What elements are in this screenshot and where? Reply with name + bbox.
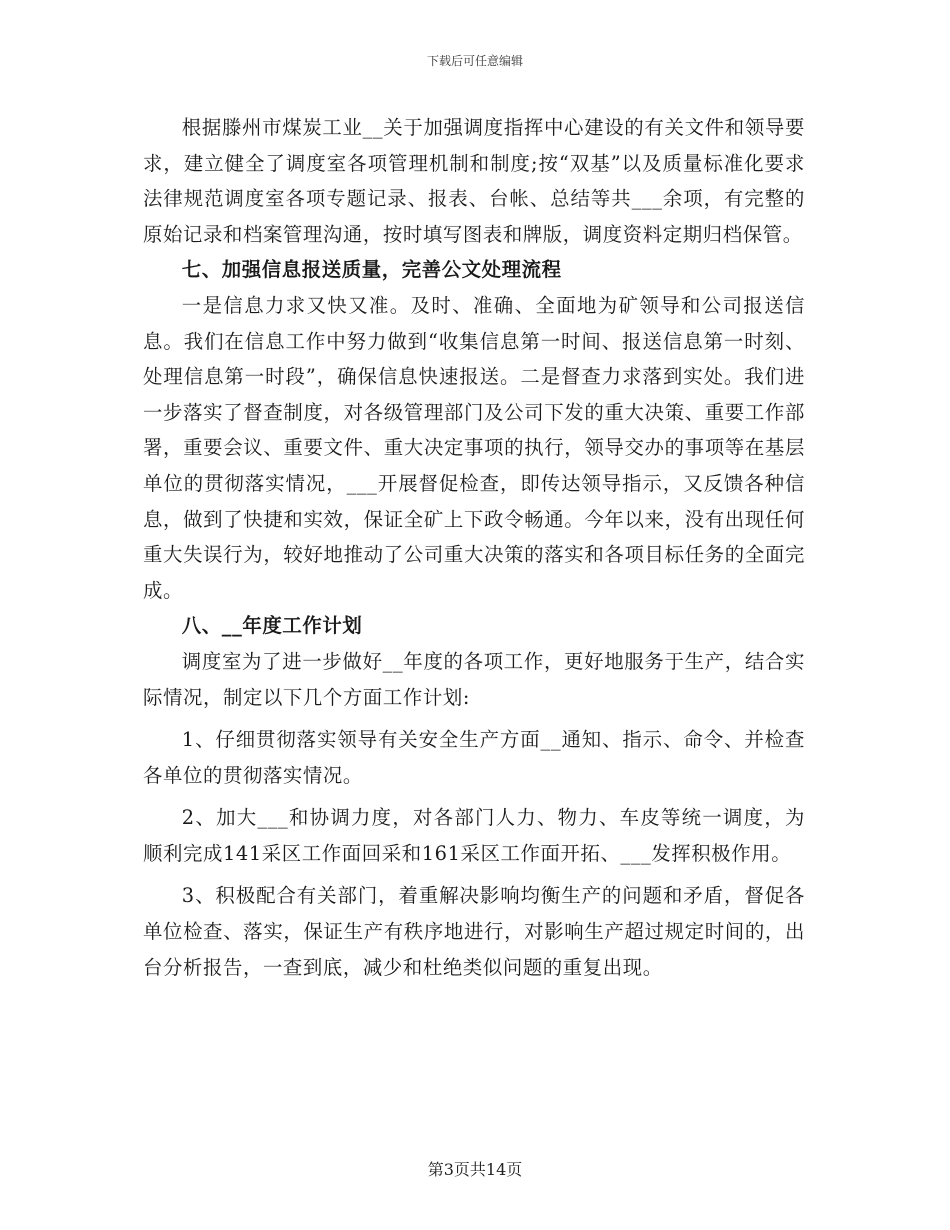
list-item-paragraph: 1、仔细贯彻落实领导有关安全生产方面__通知、指示、命令、并检查各单位的贯彻落实情况。 <box>143 728 805 787</box>
paragraph: 调度室为了进一步做好__年度的各项工作，更好地服务于生产，结合实际情况，制定以下几个方面工作计划: <box>143 649 805 709</box>
paragraph: 一是信息力求又快又准。及时、准确、全面地为矿领导和公司报送信息。我们在信息工作中努力做到“收集信息第一时间、报送信息第一时刻、处理信息第一时段”，确保信息快速报送。二是督查力求落到实处。我们进一步落实了督查制度，对各级管理部门及公司下发的重大决策、重要工作部署，重要会议、重要文件、重大决定事项的执行，领导交办的事项等在基层单位的贯彻落实情况，___开展督促检查，即传达领导指示，又反馈各种信息，做到了快捷和实效，保证全矿上下政令畅通。今年以来，没有出现任何重大失误行为，较好地推动了公司重大决策的落实和各项目标任务的全面完成。 <box>143 293 805 602</box>
document-body <box>143 110 805 985</box>
section-heading: 八、__年度工作计划 <box>181 614 363 638</box>
list-item-paragraph: 3、积极配合有关部门，着重解决影响均衡生产的问题和矛盾，督促各单位检查、落实，保证生产有秩序地进行，对影响生产超过规定时间的，出台分析报告，一查到底，减少和杜绝类似问题的重复出现。 <box>143 884 805 979</box>
section-heading: 七、加强信息报送质量，完善公文处理流程 <box>181 258 562 282</box>
page-footer: 第3页共14页 <box>427 1160 523 1179</box>
paragraph: 根据滕州市煤炭工业__关于加强调度指挥中心建设的有关文件和领导要求，建立健全了调度室各项管理机制和制度;按“双基”以及质量标准化要求法律规范调度室各项专题记录、报表、台帐、总结等共___余项，有完整的原始记录和档案管理沟通，按时填写图表和牌版，调度资料定期归档保管。 <box>143 116 805 246</box>
list-item-paragraph: 2、加大___和协调力度，对各部门人力、物力、车皮等统一调度，为顺利完成141采区工作面回采和161采区工作面开拓、___发挥积极作用。 <box>143 806 805 865</box>
page-header: 下载后可任意编辑 <box>426 54 523 68</box>
